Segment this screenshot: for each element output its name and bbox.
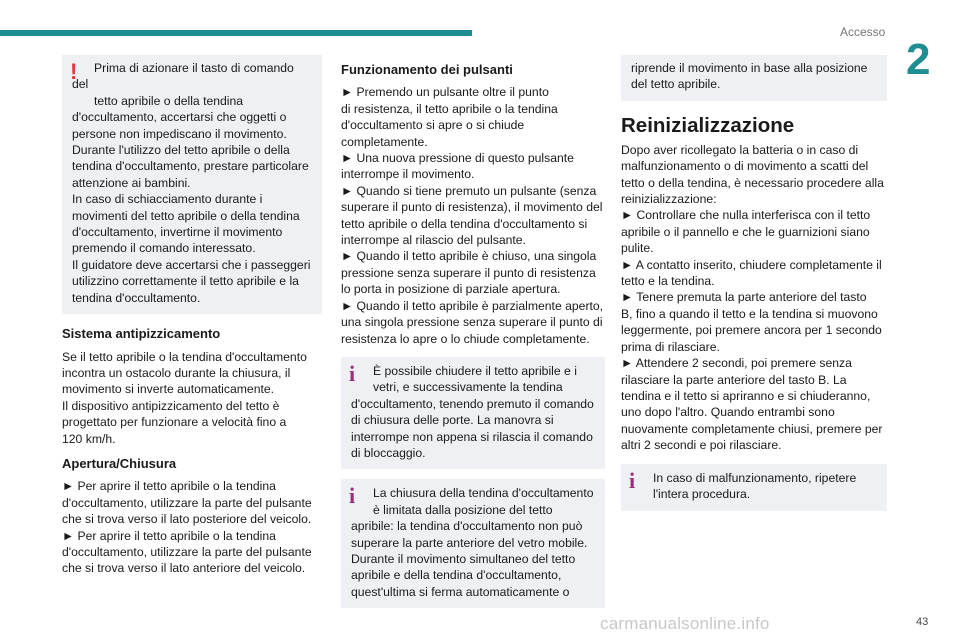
text-line: movimento si inverte automaticamente. xyxy=(62,382,275,397)
text-line: lo porta in posizione di parziale apertura. xyxy=(341,282,561,297)
info-line: l'intera procedura. xyxy=(653,486,751,501)
text-line: resistenza lo apre o lo chiude completamente. xyxy=(341,331,590,346)
column-2 xyxy=(341,62,605,608)
reinit-paragraph xyxy=(621,142,887,454)
info-box-3 xyxy=(621,464,887,512)
text-line: rilasciare la parte anteriore del tasto B. La xyxy=(621,372,847,387)
warning-line: d'occultamento, invertirne il movimento xyxy=(72,225,283,240)
text-line: prima di rilasciare. xyxy=(621,339,720,354)
text-line: apribile o il pannello e che le guarnizioni siano xyxy=(621,224,870,239)
heading-funzionamento: Funzionamento dei pulsanti xyxy=(341,62,513,77)
text-line: 120 km/h. xyxy=(62,431,116,446)
info-line: quest'ultima si ferma automaticamente o xyxy=(351,584,570,599)
text-line: riprende il movimento in base alla posizione xyxy=(631,61,868,75)
text-line: ► Una nuova pressione di questo pulsante xyxy=(341,151,574,166)
warning-line: tendina d'occultamento. xyxy=(72,290,201,305)
warning-line: tendina d'occultamento, prestare particolare xyxy=(72,159,309,174)
text-line: malfunzionamento o di movimento a scatti del xyxy=(621,159,869,174)
text-line: altri 2 secondi e poi rilasciare. xyxy=(621,438,782,453)
text-line: ► Attendere 2 secondi, poi premere senza xyxy=(621,356,852,371)
open-paragraph xyxy=(62,478,322,576)
text-line: una singola pressione senza superare il punto di xyxy=(341,315,603,330)
chapter-number: 2 xyxy=(906,35,931,84)
warning-line: persone non impediscano il movimento. xyxy=(72,126,287,141)
text-line: tendina e il tetto si apriranno e si chiuderanno, xyxy=(621,388,871,403)
text-line: che si trova verso il lato anteriore del veicolo. xyxy=(62,561,306,576)
text-line: d'occultamento, utilizzare la parte del pulsante xyxy=(62,495,312,510)
warning-line: utilizzino correttamente il tetto apribile e la xyxy=(72,274,299,289)
info-box-2 xyxy=(341,479,605,608)
text-line: leggermente, poi premere ancora per 1 secondo xyxy=(621,323,882,338)
warning-line: In caso di schiacciamento durante i xyxy=(72,192,263,207)
warning-line: movimenti del tetto apribile o della tendina xyxy=(72,208,300,223)
text-line: ► Quando si tiene premuto un pulsante (senza xyxy=(341,183,597,198)
continued-box xyxy=(621,55,887,101)
text-line: Il dispositivo antipizzicamento del tetto è xyxy=(62,398,280,413)
text-line: ► Tenere premuta la parte anteriore del tasto xyxy=(621,290,867,305)
warning-line: attenzione ai bambini. xyxy=(72,175,191,190)
text-line: Se il tetto apribile o la tendina d'occultamento xyxy=(62,349,307,364)
text-line: reinizializzazione: xyxy=(621,192,717,207)
info-line: apribile: la tendina d'occultamento non può xyxy=(351,519,583,534)
column-3 xyxy=(621,55,887,511)
text-line: ► Quando il tetto apribile è chiuso, una singola xyxy=(341,249,597,264)
warning-box xyxy=(62,55,322,314)
info-line: apribile e della tendina d'occultamento, xyxy=(351,568,562,583)
page-number: 43 xyxy=(916,616,929,628)
text-line: pulite. xyxy=(621,241,654,256)
info-line: di bloccaggio. xyxy=(351,445,426,460)
text-line: ► A contatto inserito, chiudere completamente il xyxy=(621,257,882,272)
text-line: B, fino a quando il tetto e la tendina si muovono xyxy=(621,306,878,321)
watermark: carmanualsonline.info xyxy=(600,614,770,633)
text-line: tetto e la tendina. xyxy=(621,274,715,289)
text-line: ► Per aprire il tetto apribile o la tendina xyxy=(62,528,276,543)
text-line: interrompe al rilascio del pulsante. xyxy=(341,233,526,248)
section-title: Accesso xyxy=(840,25,886,39)
text-line: ► Per aprire il tetto apribile o la tendina xyxy=(62,479,276,494)
info-line: di chiusura delle porte. La manovra si xyxy=(351,413,554,428)
info-icon: i xyxy=(349,483,356,509)
text-line: interrompe il movimento. xyxy=(341,167,475,182)
info-line: vetri, e successivamente la tendina xyxy=(373,380,563,395)
warning-line: tetto apribile o della tendina xyxy=(94,93,244,108)
text-line: uno dopo l'altro. Quando entrambi sono xyxy=(621,405,835,420)
warning-line: Durante l'utilizzo del tetto apribile o della xyxy=(72,143,290,158)
text-line: del tetto apribile. xyxy=(631,77,721,92)
text-line: che si trova verso il lato posteriore del veicolo. xyxy=(62,512,312,527)
header-accent-bar xyxy=(0,30,472,36)
text-line: Dopo aver ricollegato la batteria o in caso di xyxy=(621,142,859,157)
heading-reinizializzazione: Reinizializzazione xyxy=(621,113,795,137)
text-line: tetto apribile o della tendina d'occultamento si xyxy=(341,216,588,231)
text-line: d'occultamento si apre o si chiude xyxy=(341,118,525,133)
info-line: superare la parte anteriore del vetro mobile. xyxy=(351,535,588,550)
text-line: d'occultamento, utilizzare la parte del pulsante xyxy=(62,544,312,559)
info-line: In caso di malfunzionamento, ripetere xyxy=(653,470,857,485)
text-line: progettato per funzionare a velocità fino a xyxy=(62,415,287,430)
text-line: completamente. xyxy=(341,134,428,149)
anti-paragraph xyxy=(62,349,322,447)
info-line: interrompe non appena si rilascia il comando xyxy=(351,429,593,444)
column-1 xyxy=(62,55,322,577)
text-line: pressione senza superare il punto di resistenza xyxy=(341,265,596,280)
info-line: È possibile chiudere il tetto apribile e i xyxy=(373,363,577,378)
text-line: ► Quando il tetto apribile è parzialmente aperto, xyxy=(341,298,604,313)
func-paragraph xyxy=(341,84,605,347)
heading-antipizzicamento: Sistema antipizzicamento xyxy=(62,326,221,342)
text-line: ► Premendo un pulsante oltre il punto xyxy=(341,85,549,100)
warning-line: Il guidatore deve accertarsi che i passeggeri xyxy=(72,257,311,272)
text-line: nuovamente completamente chiusi, premere per xyxy=(621,421,883,436)
warning-line: d'occultamento, accertarsi che oggetti o xyxy=(72,110,287,125)
info-icon: i xyxy=(349,360,356,386)
info-line: d'occultamento, tenendo premuto il comando xyxy=(351,396,594,411)
info-icon: i xyxy=(629,467,636,493)
warning-line: premendo il comando interessato. xyxy=(72,241,256,256)
info-line: La chiusura della tendina d'occultamento xyxy=(373,486,594,501)
warning-text xyxy=(72,60,312,306)
info-line: Durante il movimento simultaneo del tetto xyxy=(351,551,576,566)
warning-line: Prima di azionare il tasto di comando del xyxy=(72,61,294,92)
info-line: è limitata dalla posizione del tetto xyxy=(373,502,553,517)
text-line: superare il punto di resistenza), il movimento del xyxy=(341,200,603,215)
text-line: di resistenza, il tetto apribile o la tendina xyxy=(341,101,558,116)
heading-apertura: Apertura/Chiusura xyxy=(62,455,177,471)
text-line: tetto o della tendina, è necessario procedere alla xyxy=(621,175,884,190)
info-box-1 xyxy=(341,357,605,469)
text-line: incontra un ostacolo durante la chiusura, il xyxy=(62,365,291,380)
text-line: ► Controllare che nulla interferisca con il tetto xyxy=(621,208,871,223)
warning-icon: ! xyxy=(70,59,78,84)
